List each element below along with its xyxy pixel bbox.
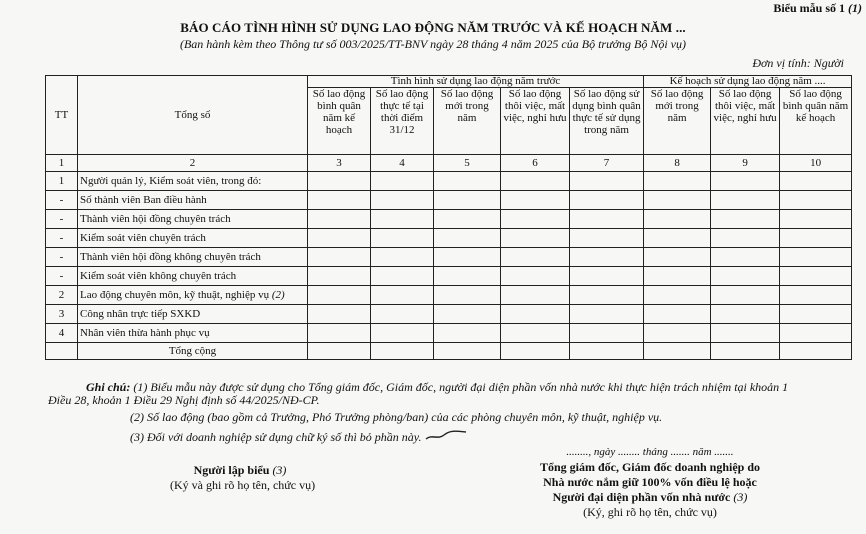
row-tt: - (46, 210, 78, 229)
table-row (46, 191, 852, 210)
table-cell (371, 286, 434, 305)
row-tt: - (46, 229, 78, 248)
labor-report-table (45, 75, 852, 360)
table-cell (780, 229, 852, 248)
form-number (773, 1, 862, 16)
table-cell (308, 286, 371, 305)
table-cell (780, 343, 852, 360)
form-number-note: (1) (848, 1, 862, 15)
total-label: Tổng cộng (78, 343, 308, 360)
table-cell (711, 324, 780, 343)
header-total: Tổng số (78, 76, 308, 155)
column-number: 8 (644, 155, 711, 172)
column-number-row (46, 155, 852, 172)
table-cell (308, 267, 371, 286)
header-group-prev-year: Tình hình sử dụng lao động năm trước (308, 76, 644, 88)
row-label (78, 191, 308, 210)
table-cell (434, 191, 501, 210)
table-cell (371, 229, 434, 248)
table-cell (570, 305, 644, 324)
table-cell (644, 343, 711, 360)
table-cell (644, 210, 711, 229)
table-cell (644, 324, 711, 343)
row-label (78, 248, 308, 267)
unit-label: Đơn vị tính: Người (752, 56, 844, 70)
column-number: 1 (46, 155, 78, 172)
table-cell (501, 343, 570, 360)
row-label-text: Số thành viên Ban điều hành (80, 194, 207, 206)
table-cell (371, 267, 434, 286)
form-number-label: Biểu mẫu số 1 (773, 1, 845, 15)
note-3: (3) Đối với doanh nghiệp sử dụng chữ ký số thì bỏ phần này. (130, 430, 422, 444)
preparer-signature-block (170, 463, 316, 493)
row-label-text: Thành viên hội đồng không chuyên trách (80, 251, 261, 263)
table-cell (501, 191, 570, 210)
table-cell (308, 324, 371, 343)
table-cell (570, 324, 644, 343)
table-cell (308, 191, 371, 210)
table-cell (501, 324, 570, 343)
table-cell (570, 286, 644, 305)
table-cell (434, 286, 501, 305)
table-cell (434, 210, 501, 229)
table-cell (644, 267, 711, 286)
row-label-text: Nhân viên thừa hành phục vụ (80, 327, 210, 339)
director-line-2: Nhà nước nắm giữ 100% vốn điều lệ hoặc (543, 475, 757, 489)
table-cell (570, 210, 644, 229)
row-label (78, 229, 308, 248)
table-cell (711, 248, 780, 267)
column-number: 2 (78, 155, 308, 172)
row-label-text: Lao động chuyên môn, kỹ thuật, nghiệp vụ (80, 289, 270, 301)
header-col-5: Số lao động mới trong năm (434, 88, 501, 155)
table-cell (570, 343, 644, 360)
row-tt: - (46, 248, 78, 267)
row-tt: - (46, 191, 78, 210)
table-cell (434, 248, 501, 267)
table-cell (434, 229, 501, 248)
table-cell (711, 210, 780, 229)
table-cell (644, 172, 711, 191)
column-number: 5 (434, 155, 501, 172)
header-col-10: Số lao động bình quân năm kế hoạch (780, 88, 852, 155)
table-cell (780, 286, 852, 305)
table-cell (308, 210, 371, 229)
table-cell (371, 210, 434, 229)
row-label-text: Công nhân trực tiếp SXKD (80, 308, 201, 320)
table-cell (308, 248, 371, 267)
row-tt: 3 (46, 305, 78, 324)
header-col-9: Số lao động thôi việc, mất việc, nghỉ hưu (711, 88, 780, 155)
preparer-title-text: Người lập biểu (193, 463, 270, 477)
table-row (46, 286, 852, 305)
signature-date-line: ........, ngày ........ tháng ....... năm ....... (566, 446, 734, 458)
table-cell (501, 286, 570, 305)
table-cell (308, 172, 371, 191)
table-cell (501, 210, 570, 229)
director-line-3-text: Người đại diện phần vốn nhà nước (552, 490, 731, 504)
row-label (78, 286, 308, 305)
row-label (78, 267, 308, 286)
table-cell (644, 286, 711, 305)
table-cell (570, 172, 644, 191)
director-line-3 (520, 490, 780, 505)
table-cell (371, 172, 434, 191)
row-label-text: Kiểm soát viên không chuyên trách (80, 270, 237, 282)
table-cell (644, 229, 711, 248)
row-tt: 4 (46, 324, 78, 343)
table-cell (434, 172, 501, 191)
table-cell (434, 267, 501, 286)
row-tt: 2 (46, 286, 78, 305)
notes-heading: Ghi chú: (86, 380, 131, 394)
table-cell (780, 267, 852, 286)
row-label-text: Thành viên hội đồng chuyên trách (80, 213, 231, 225)
table-cell (711, 191, 780, 210)
table-cell (308, 343, 371, 360)
table-cell (501, 248, 570, 267)
table-cell (711, 286, 780, 305)
row-tt: - (46, 267, 78, 286)
table-row (46, 210, 852, 229)
header-col-6: Số lao động thôi việc, mất việc, nghỉ hưu (501, 88, 570, 155)
report-title: BÁO CÁO TÌNH HÌNH SỬ DỤNG LAO ĐỘNG NĂM TRƯỚC VÀ KẾ HOẠCH NĂM ... (180, 20, 686, 35)
director-signature-block (520, 446, 780, 520)
table-cell (780, 172, 852, 191)
column-number: 10 (780, 155, 852, 172)
header-col-3: Số lao động bình quân năm kế hoạch (308, 88, 371, 155)
preparer-title-note: (3) (272, 463, 287, 477)
total-row (46, 343, 852, 360)
director-line-3-note: (3) (733, 490, 748, 504)
row-label (78, 305, 308, 324)
director-instruction: (Ký, ghi rõ họ tên, chức vụ) (583, 505, 717, 519)
table-cell (371, 248, 434, 267)
table-cell (780, 210, 852, 229)
row-label-note: (2) (271, 289, 285, 301)
table-cell (780, 191, 852, 210)
table-cell (371, 324, 434, 343)
column-number: 9 (711, 155, 780, 172)
table-cell (434, 343, 501, 360)
column-number: 4 (371, 155, 434, 172)
report-subtitle: (Ban hành kèm theo Thông tư số 003/2025/TT-BNV ngày 28 tháng 4 năm 2025 của Bộ trưởng Bộ Nội vụ) (179, 37, 687, 51)
table-cell (434, 305, 501, 324)
table-cell (570, 248, 644, 267)
header-tt: TT (46, 76, 78, 155)
table-cell (780, 248, 852, 267)
table-cell (501, 229, 570, 248)
table-row (46, 248, 852, 267)
table-cell (711, 305, 780, 324)
table-cell (644, 248, 711, 267)
table-cell (711, 343, 780, 360)
table-cell (780, 324, 852, 343)
table-cell (644, 191, 711, 210)
note-1-line-2: Điều 28, khoản 1 Điều 29 Nghị định số 44/2025/NĐ-CP. (48, 393, 320, 407)
table-cell (570, 267, 644, 286)
table-cell (780, 305, 852, 324)
note-2: (2) Số lao động (bao gồm cả Trưởng, Phó Trưởng phòng/ban) của các phòng chuyên môn, kỹ thuật, nghiệp vụ. (130, 410, 663, 424)
table-row (46, 305, 852, 324)
header-group-plan-year: Kế hoạch sử dụng lao động năm .... (644, 76, 852, 88)
row-tt: 1 (46, 172, 78, 191)
row-label (78, 324, 308, 343)
header-col-4: Số lao động thực tế tại thời điểm 31/12 (371, 88, 434, 155)
table-cell (501, 305, 570, 324)
director-line-1: Tổng giám đốc, Giám đốc doanh nghiệp do (539, 460, 761, 474)
table-row (46, 172, 852, 191)
table-row (46, 324, 852, 343)
column-number: 3 (308, 155, 371, 172)
table-cell (371, 305, 434, 324)
table-cell (46, 343, 78, 360)
handwritten-mark-icon (424, 428, 468, 442)
header-col-7: Số lao động sử dụng bình quân thực tế sử dụng trong năm (570, 88, 644, 155)
table-cell (711, 267, 780, 286)
table-cell (644, 305, 711, 324)
note-1-text: (1) Biểu mẫu này được sử dụng cho Tổng giám đốc, Giám đốc, người đại diện phần vốn nhà nước khi thực hiện trách nhiệm tại khoản 1 (133, 380, 789, 394)
table-cell (501, 172, 570, 191)
table-cell (308, 229, 371, 248)
preparer-title (170, 463, 310, 478)
table-cell (434, 324, 501, 343)
preparer-instruction: (Ký và ghi rõ họ tên, chức vụ) (170, 478, 316, 492)
row-label-text: Người quản lý, Kiểm soát viên, trong đó: (80, 175, 262, 187)
table-row (46, 267, 852, 286)
header-col-8: Số lao động mới trong năm (644, 88, 711, 155)
row-label-text: Kiểm soát viên chuyên trách (80, 232, 206, 244)
table-cell (308, 305, 371, 324)
table-cell (570, 191, 644, 210)
row-label (78, 210, 308, 229)
column-number: 6 (501, 155, 570, 172)
column-number: 7 (570, 155, 644, 172)
table-cell (371, 343, 434, 360)
table-cell (711, 172, 780, 191)
table-cell (711, 229, 780, 248)
table-cell (371, 191, 434, 210)
table-cell (501, 267, 570, 286)
table-cell (570, 229, 644, 248)
table-row (46, 229, 852, 248)
row-label (78, 172, 308, 191)
